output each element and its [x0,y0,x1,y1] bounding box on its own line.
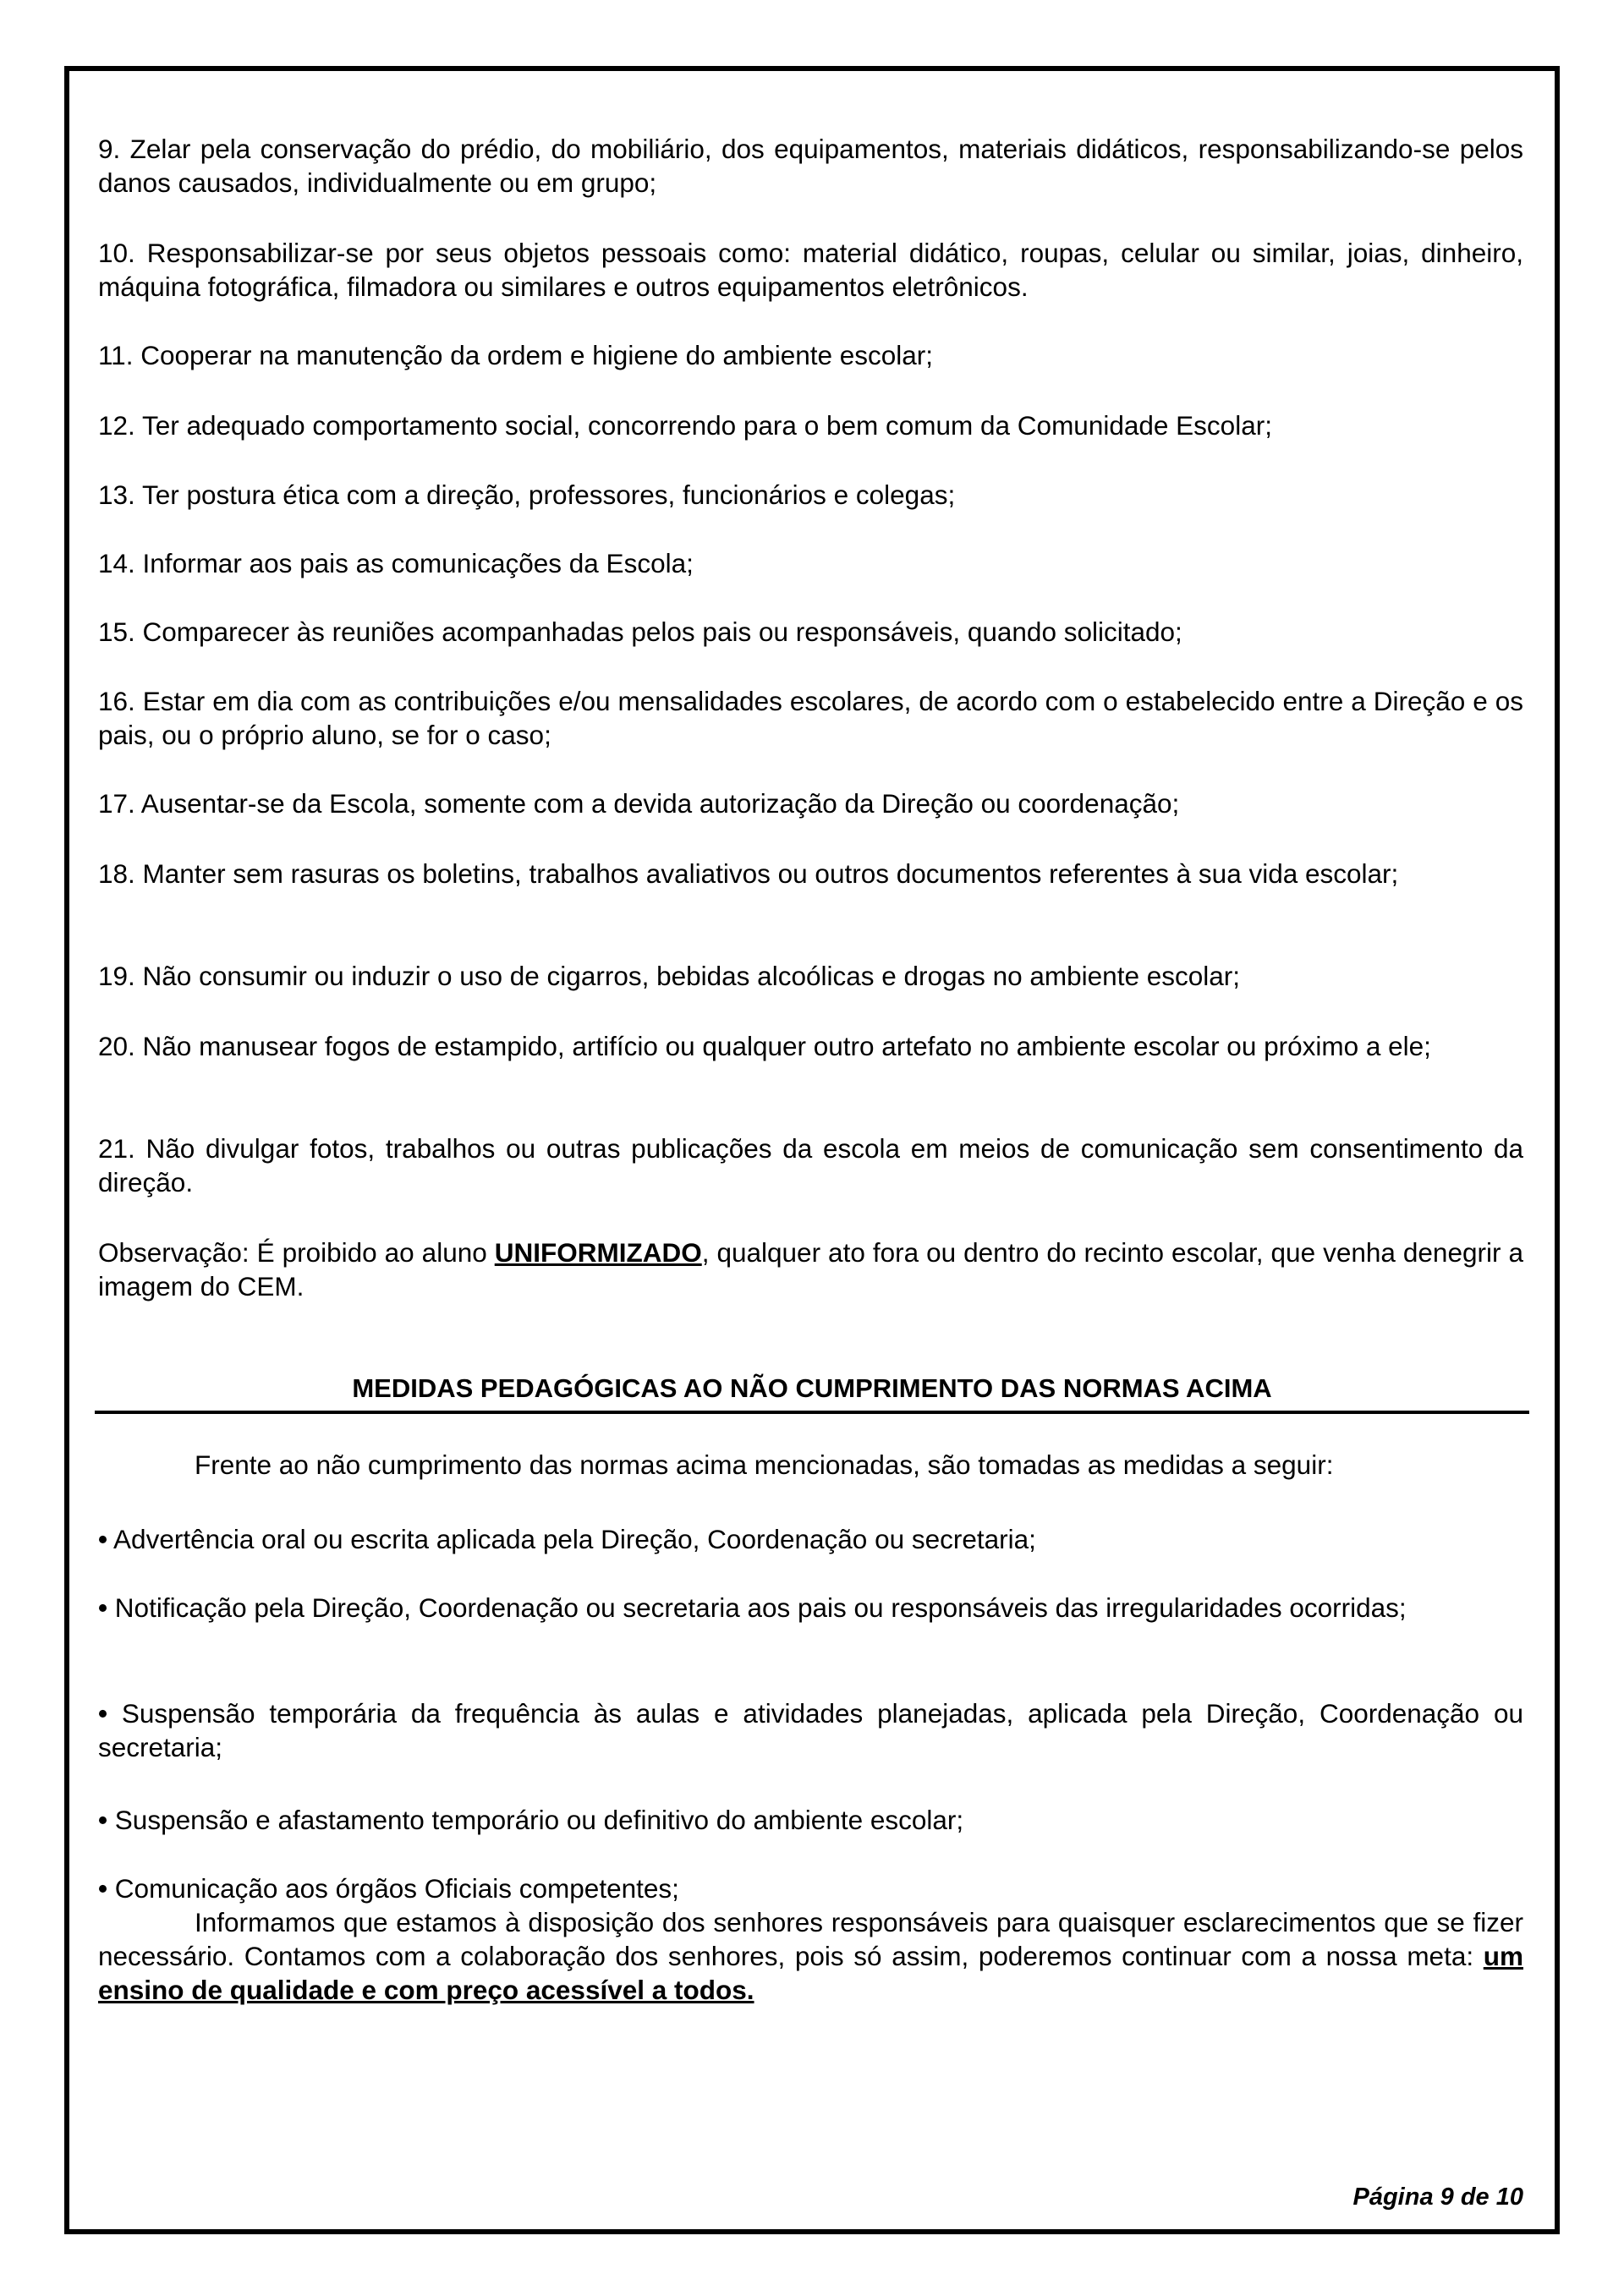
rule-item-12: 12. Ter adequado comportamento social, concorrendo para o bem comum da Comunidade Escolar; [98,410,1272,441]
measure-text: Suspensão e afastamento temporário ou definitivo do ambiente escolar; [114,1805,964,1835]
bullet-icon: • [98,1592,108,1623]
measure-item [98,1696,1523,1764]
page-number: Página 9 de 10 [1352,2184,1523,2211]
observation-text: Observação: É proibido ao aluno [98,1237,495,1268]
rule-item-16: 16. Estar em dia com as contribuições e/ou mensalidades escolares, de acordo com o estabelecido entre a Direção e os pais, ou o próprio aluno, se for o caso; [98,686,1523,750]
closing-emphasis: um ensino de qualidade e com preço acessível a todos. [98,1941,1523,2005]
rule-item-18: 18. Manter sem rasuras os boletins, trabalhos avaliativos ou outros documentos referentes à sua vida escolar; [98,858,1399,889]
measure-item [98,1591,1523,1625]
measure-item [98,1522,1523,1556]
rule-item-13: 13. Ter postura ética com a direção, professores, funcionários e colegas; [98,479,956,510]
bullet-icon: • [98,1524,108,1554]
heading-divider [95,1411,1529,1414]
bullet-icon: • [98,1698,108,1729]
rule-item-21: 21. Não divulgar fotos, trabalhos ou outras publicações da escola em meios de comunicação sem consentimento da direção. [98,1133,1523,1197]
rule-item-14: 14. Informar aos pais as comunicações da Escola; [98,548,694,578]
rule-item-19: 19. Não consumir ou induzir o uso de cigarros, bebidas alcoólicas e drogas no ambiente escolar; [98,961,1241,991]
rule-item-10: 10. Responsabilizar-se por seus objetos pessoais como: material didático, roupas, celular ou similar, joias, dinheiro, máquina fotográfica, filmadora ou similares e outros equipamentos eletrônicos. [98,238,1523,302]
rule-item-11: 11. Cooperar na manutenção da ordem e higiene do ambiente escolar; [98,340,934,370]
rule-item-15: 15. Comparecer às reuniões acompanhadas pelos pais ou responsáveis, quando solicitado; [98,616,1182,647]
observation [98,1236,1523,1303]
measure-item [98,1803,1523,1837]
measure-text: Notificação pela Direção, Coordenação ou secretaria aos pais ou responsáveis das irregularidades ocorridas; [114,1592,1407,1623]
section-heading: MEDIDAS PEDAGÓGICAS AO NÃO CUMPRIMENTO DAS NORMAS ACIMA [352,1373,1272,1403]
observation-emphasis: UNIFORMIZADO [494,1237,702,1268]
measure-text: Suspensão temporária da frequência às aulas e atividades planejadas, aplicada pela Direção, Coordenação ou secretaria; [98,1698,1523,1762]
closing-paragraph [98,1905,1523,2007]
measure-text: Advertência oral ou escrita aplicada pela Direção, Coordenação ou secretaria; [113,1524,1036,1554]
rule-item-17: 17. Ausentar-se da Escola, somente com a devida autorização da Direção ou coordenação; [98,788,1180,819]
rule-item-20: 20. Não manusear fogos de estampido, artifício ou qualquer outro artefato no ambiente escolar ou próximo a ele; [98,1031,1431,1061]
bullet-icon: • [98,1873,108,1904]
observation-text-end: , qualquer ato fora ou dentro do recinto escolar, que venha denegrir a imagem do CEM. [98,1237,1523,1301]
intro-paragraph: Frente ao não cumprimento das normas acima mencionadas, são tomadas as medidas a seguir: [195,1449,1334,1480]
measure-text: Comunicação aos órgãos Oficiais competentes; [114,1873,679,1904]
rule-item-9: 9. Zelar pela conservação do prédio, do mobiliário, dos equipamentos, materiais didáticos, responsabilizando-se pelos danos causados, individualmente ou em grupo; [98,134,1523,198]
bullet-icon: • [98,1805,108,1835]
measure-item [98,1871,1523,1905]
closing-text: Informamos que estamos à disposição dos senhores responsáveis para quaisquer esclarecimentos que se fizer necessário. Contamos com a colaboração dos senhores, pois só assim, poderemos continuar com a nossa meta: [98,1907,1523,1971]
